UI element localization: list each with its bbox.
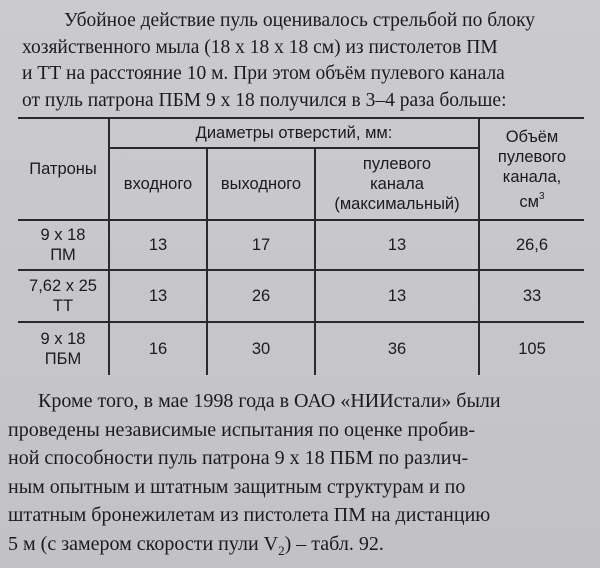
header-entry bbox=[110, 149, 206, 219]
entry-value: 16 bbox=[148, 340, 168, 358]
intro-line: и ТТ на расстояние 10 м. При этом объём пулевого канала bbox=[22, 63, 505, 84]
cartridge-line: ПМ bbox=[50, 246, 76, 264]
row-channel bbox=[316, 271, 478, 321]
volume-unit-text: см bbox=[519, 192, 540, 211]
channel-value: 36 bbox=[387, 340, 407, 358]
volume-value: 33 bbox=[522, 287, 542, 305]
header-channel-line: пулевого bbox=[362, 155, 432, 173]
header-volume-line: пулевого bbox=[497, 147, 567, 166]
cartridge-line: ПБМ bbox=[44, 350, 82, 368]
row-volume bbox=[480, 221, 584, 269]
row-channel bbox=[316, 323, 478, 375]
header-exit-label: выходного bbox=[220, 175, 302, 193]
header-diameters-label: Диаметры отверстий, мм: bbox=[195, 124, 393, 142]
channel-value: 13 bbox=[387, 287, 407, 305]
volume-unit-sup: 3 bbox=[539, 190, 545, 202]
row-exit bbox=[208, 221, 314, 269]
bullet-effect-table bbox=[18, 117, 584, 375]
intro-line: от пуль патрона ПБМ 9 х 18 получился в 3–4 раза больше: bbox=[22, 89, 507, 111]
exit-value: 17 bbox=[251, 236, 271, 254]
cartridge-line: ТТ bbox=[52, 297, 74, 315]
header-volume-unit bbox=[519, 187, 544, 212]
row-volume bbox=[480, 271, 584, 321]
header-channel-line: (максимальный) bbox=[334, 195, 460, 213]
outro-line: ным опытным и штатным защитным структурам и по bbox=[8, 475, 466, 498]
intro-line: Убойное действие пуль оценивалось стрельбой по блоку bbox=[64, 10, 536, 31]
row-cartridge bbox=[18, 323, 108, 375]
outro-line: штатным бронежилетам из пистолета ПМ на дистанцию bbox=[8, 504, 491, 526]
outro-paragraph bbox=[8, 387, 592, 565]
row-cartridge bbox=[18, 221, 108, 269]
header-volume-line: Объём bbox=[505, 127, 559, 146]
intro-paragraph bbox=[22, 8, 582, 114]
row-entry bbox=[110, 323, 206, 375]
volume-value: 105 bbox=[518, 340, 546, 358]
velocity-subscript: 2 bbox=[278, 542, 285, 558]
header-channel bbox=[316, 149, 478, 219]
row-volume bbox=[480, 323, 584, 375]
header-cartridges-label: Патроны bbox=[29, 160, 97, 178]
exit-value: 30 bbox=[251, 340, 271, 358]
row-cartridge bbox=[18, 271, 108, 321]
cartridge-line: 9 х 18 bbox=[40, 226, 86, 244]
outro-line: ной способности пуль патрона 9 х 18 ПБМ по различ- bbox=[8, 447, 469, 469]
entry-value: 13 bbox=[148, 287, 168, 305]
header-entry-label: входного bbox=[123, 175, 193, 193]
exit-value: 26 bbox=[251, 287, 271, 305]
header-diameters-group bbox=[110, 119, 478, 147]
outro-last-prefix: 5 м (с замером скорости пули V bbox=[8, 532, 279, 555]
outro-line: проведены независимые испытания по оценке пробив- bbox=[8, 418, 476, 441]
row-entry bbox=[110, 221, 206, 269]
header-volume bbox=[480, 119, 584, 219]
header-channel-line: канала bbox=[370, 175, 424, 193]
outro-last-suffix: ) – табл. 92. bbox=[284, 532, 384, 555]
header-exit bbox=[208, 149, 314, 219]
row-entry bbox=[110, 271, 206, 321]
row-exit bbox=[208, 271, 314, 321]
cartridge-line: 9 х 18 bbox=[40, 330, 86, 348]
header-volume-line: канала, bbox=[502, 167, 562, 186]
outro-line: Кроме того, в мае 1998 года в ОАО «НИИстали» были bbox=[38, 390, 501, 412]
cartridge-line: 7,62 х 25 bbox=[29, 277, 97, 295]
header-cartridges bbox=[18, 119, 108, 219]
entry-value: 13 bbox=[148, 236, 168, 254]
row-exit bbox=[208, 323, 314, 375]
intro-line: хозяйственного мыла (18 х 18 х 18 см) из пистолетов ПМ bbox=[22, 36, 498, 58]
volume-value: 26,6 bbox=[515, 236, 549, 254]
channel-value: 13 bbox=[387, 236, 407, 254]
row-channel bbox=[316, 221, 478, 269]
outro-last-line bbox=[8, 530, 592, 566]
